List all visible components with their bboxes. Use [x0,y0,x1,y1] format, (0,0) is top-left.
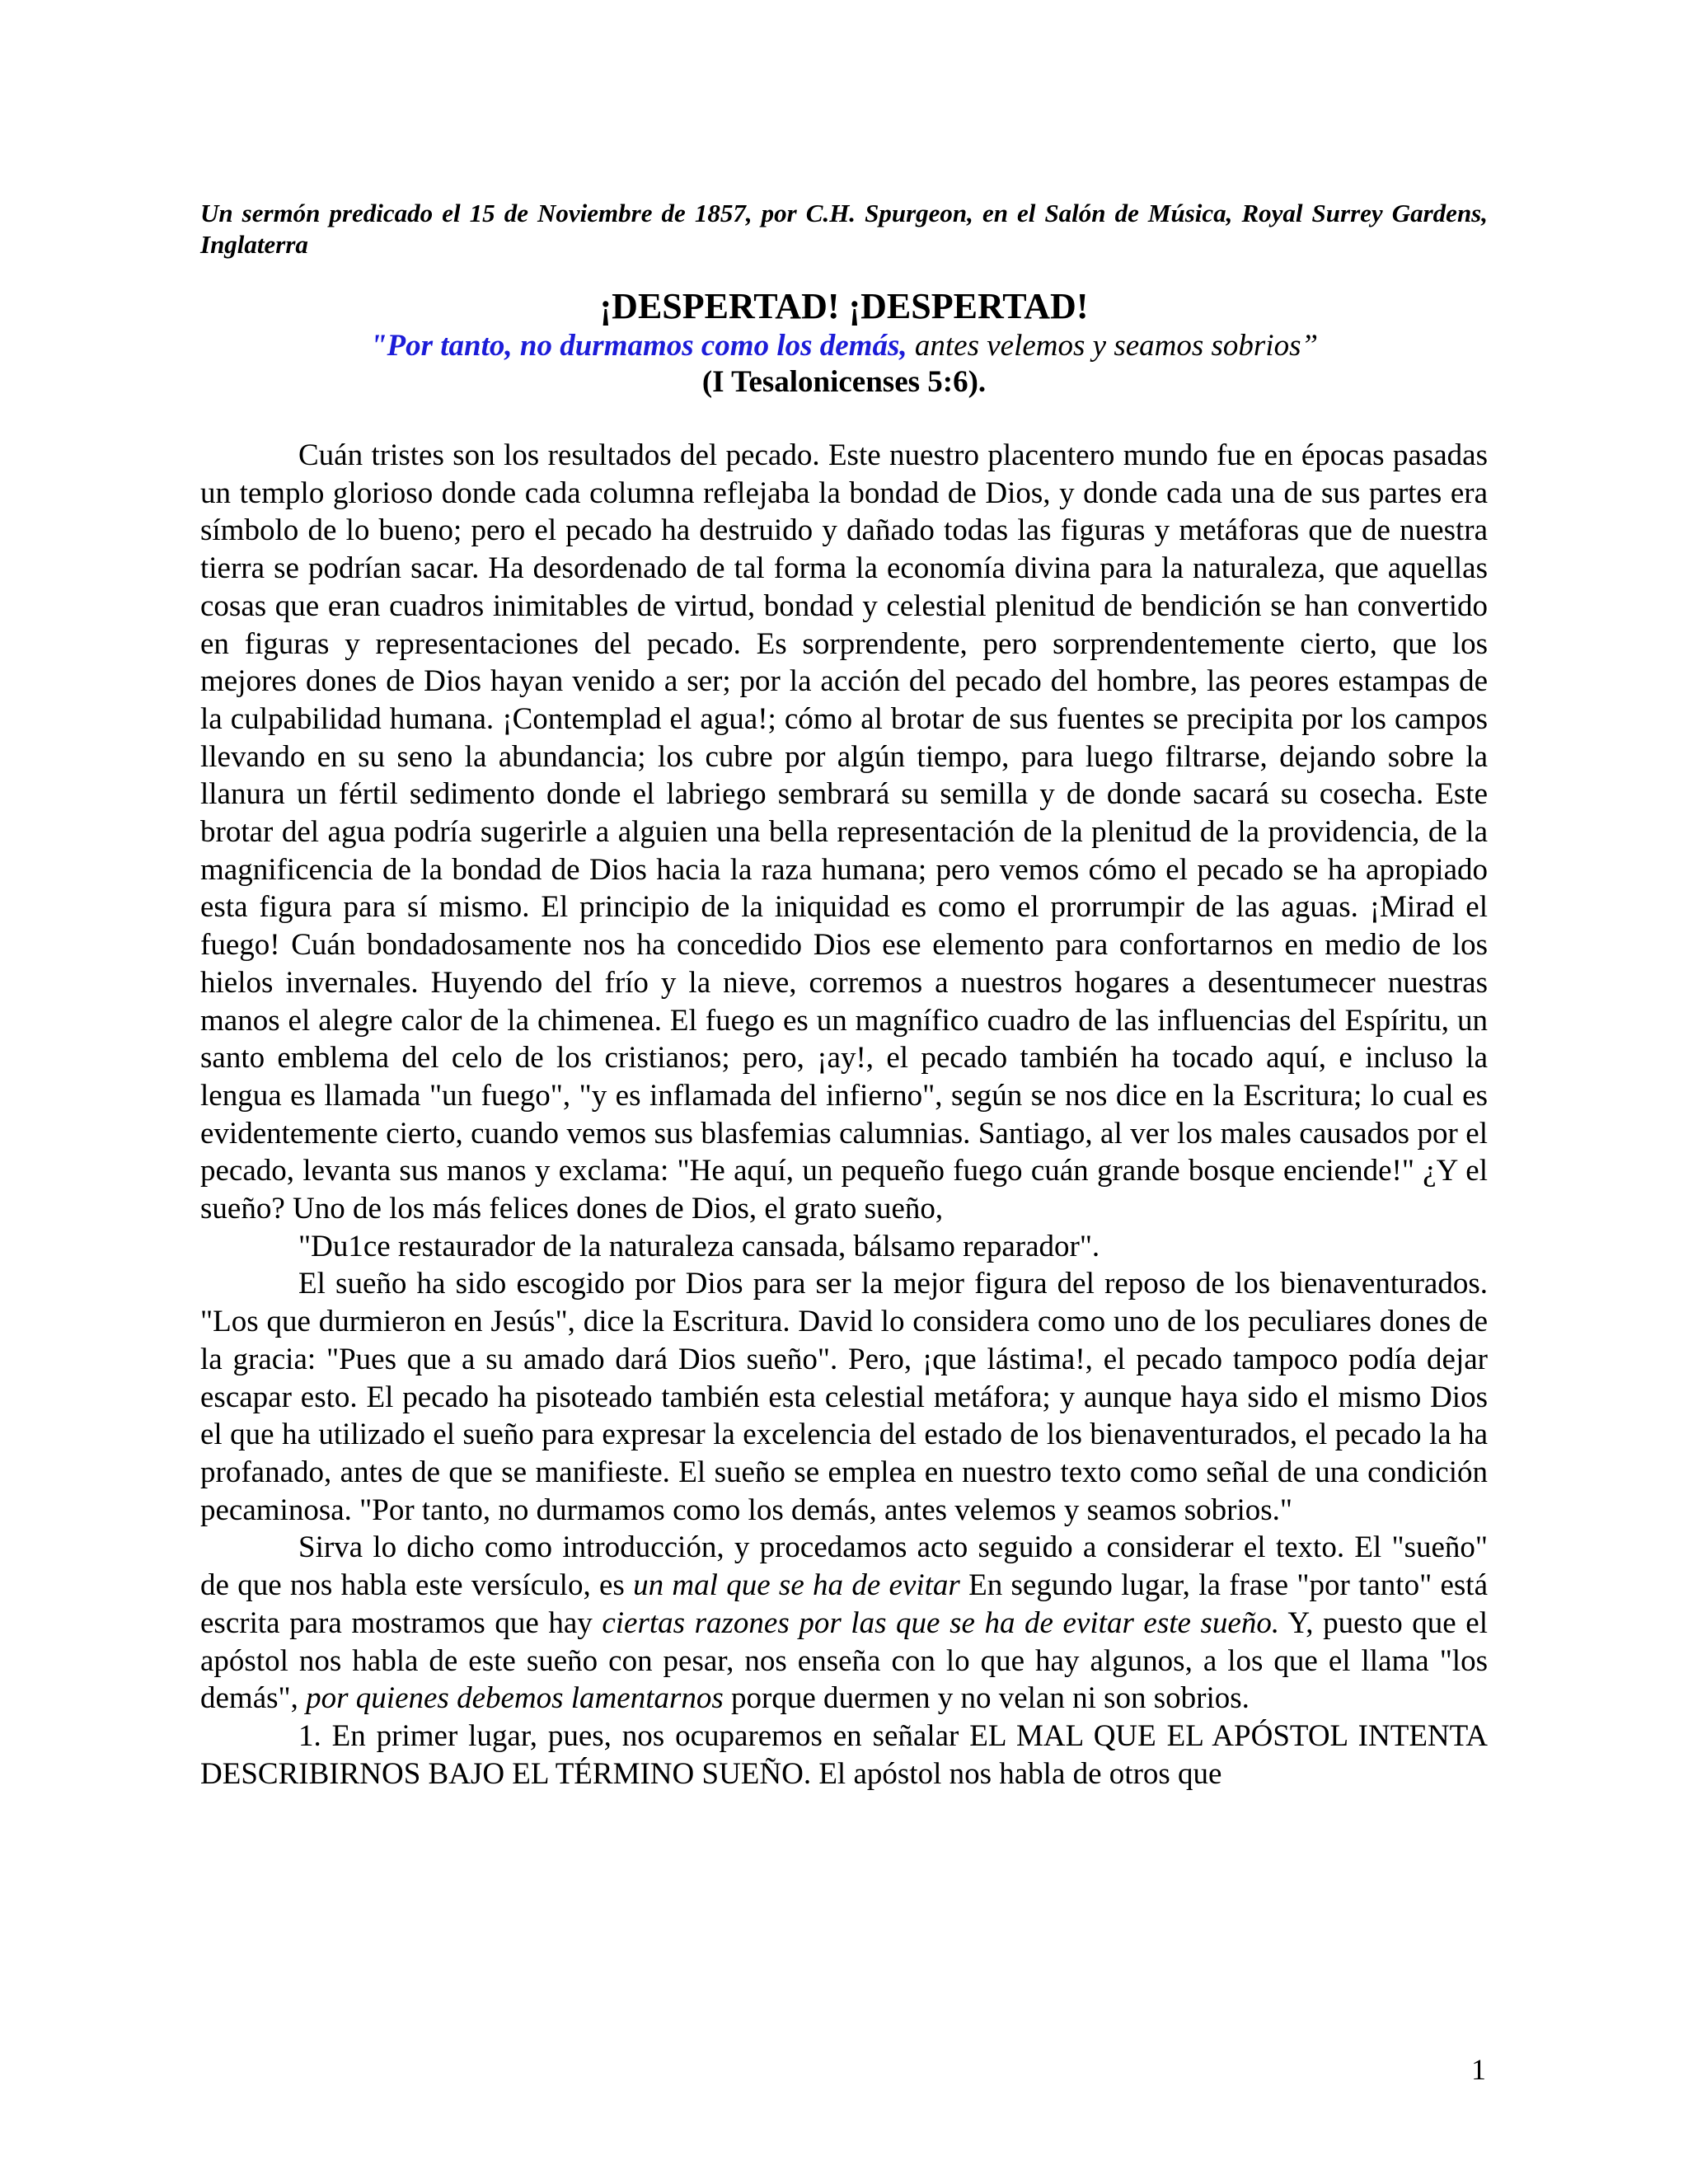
paragraph-4 [200,1529,1488,1718]
paragraph-5: 1. En primer lugar, pues, nos ocuparemos en señalar EL MAL QUE EL APÓSTOL INTENTA DESCRIBIRNOS BAJO EL TÉRMINO SUEÑO. El apóstol nos habla de otros que [200,1718,1488,1791]
p4-text-g: porque duermen y no velan ni son sobrios. [723,1681,1250,1716]
page-number: 1 [1471,2053,1486,2086]
p4-text-a: Sirva lo dicho como introducción, y procedamos acto seguido a considerar el texto. El "sueño" de que nos habla este versículo, es [200,1530,1488,1603]
sermon-intro: Un sermón predicado el 15 de Noviembre de 1857, por C.H. Spurgeon, en el Salón de Música, Royal Surrey Gardens, Inglaterra [200,199,1488,259]
p4-text-e: Y, puesto que el apóstol nos habla de este sueño con pesar, nos enseña con lo que hay algunos, a los que el llama "los demás", [200,1605,1488,1716]
p4-italic-d: ciertas razones por las que se ha de evitar este sueño. [602,1605,1280,1640]
paragraph-2-quote: "Du1ce restaurador de la naturaleza cansada, bálsamo reparador". [298,1229,1100,1263]
epigraph [200,328,1488,364]
p4-text-c: En segundo lugar, la frase "por tanto" está escrita para mostramos que hay [200,1568,1488,1640]
epigraph-highlight: "Por tanto, no durmamos como los demás, [369,329,907,363]
epigraph-rest: antes velemos y seamos sobrios” [907,329,1319,363]
p4-italic-f: por quienes debemos lamentarnos [306,1681,724,1716]
sermon-title: ¡DESPERTAD! ¡DESPERTAD! [599,286,1089,326]
document-page [200,198,1488,1793]
paragraph-1: Cuán tristes son los resultados del pecado. Este nuestro placentero mundo fue en épocas pasadas un templo glorioso donde cada columna reflejaba la bondad de Dios, y donde cada una de sus partes era símbolo de lo bueno; pero el pecado ha destruido y dañado todas las figuras y metáforas que de nuestra tierra se podrían sacar. Ha desordenado de tal forma la economía divina para la naturaleza, que aquellas cosas que eran cuadros inimitables de virtud, bondad y celestial plenitud de bendición se han convertido en figuras y representaciones del pecado. Es sorprendente, pero sorprendentemente cierto, que los mejores dones de Dios hayan venido a ser; por la acción del pecado del hombre, las peores estampas de la culpabilidad humana. ¡Contemplad el agua!; cómo al brotar de sus fuentes se precipita por los campos llevando en su seno la abundancia; los cubre por algún tiempo, para luego filtrarse, dejando sobre la llanura un fértil sedimento donde el labriego sembrará su semilla y de donde sacará su cosecha. Este brotar del agua podría sugerirle a alguien una bella representación de la plenitud de la providencia, de la magnificencia de la bondad de Dios hacia la raza humana; pero vemos cómo el pecado se ha apropiado esta figura para sí mismo. El principio de la iniquidad es como el prorrumpir de las aguas. ¡Mirad el fuego! Cuán bondadosamente nos ha concedido Dios ese elemento para confortarnos en medio de los hielos invernales. Huyendo del frío y la nieve, corremos a nuestros hogares a desentumecer nuestras manos el alegre calor de la chimenea. El fuego es un magnífico cuadro de las influencias del Espíritu, un santo emblema del celo de los cristianos; pero, ¡ay!, el pecado también ha tocado aquí, e incluso la lengua es llamada "un fuego", "y es inflamada del infierno", según se nos dice en la Escritura; lo cual es evidentemente cierto, cuando vemos sus blasfemias calumnias. Santiago, al ver los males causados por el pecado, levanta sus manos y exclama: "He aquí, un pequeño fuego cuán grande bosque enciende!" ¿Y el sueño? Uno de los más felices dones de Dios, el grato sueño, [200,438,1488,1226]
scripture-reference: (I Tesalonicenses 5:6). [701,365,987,399]
p4-italic-b: un mal que se ha de evitar [633,1568,960,1603]
sermon-body [200,437,1488,1793]
paragraph-3: El sueño ha sido escogido por Dios para ser la mejor figura del reposo de los bienaventurados. "Los que durmieron en Jesús", dice la Escritura. David lo considera como uno de los peculiares dones de la gracia: "Pues que a su amado dará Dios sueño". Pero, ¡que lástima!, el pecado tampoco podía dejar escapar esto. El pecado ha pisoteado también esta celestial metáfora; y aunque haya sido el mismo Dios el que ha utilizado el sueño para expresar la excelencia del estado de los bienaventurados, el pecado la ha profanado, antes de que se manifieste. El sueño se emplea en nuestro texto como señal de una condición pecaminosa. "Por tanto, no durmamos como los demás, antes velemos y seamos sobrios." [200,1267,1488,1527]
